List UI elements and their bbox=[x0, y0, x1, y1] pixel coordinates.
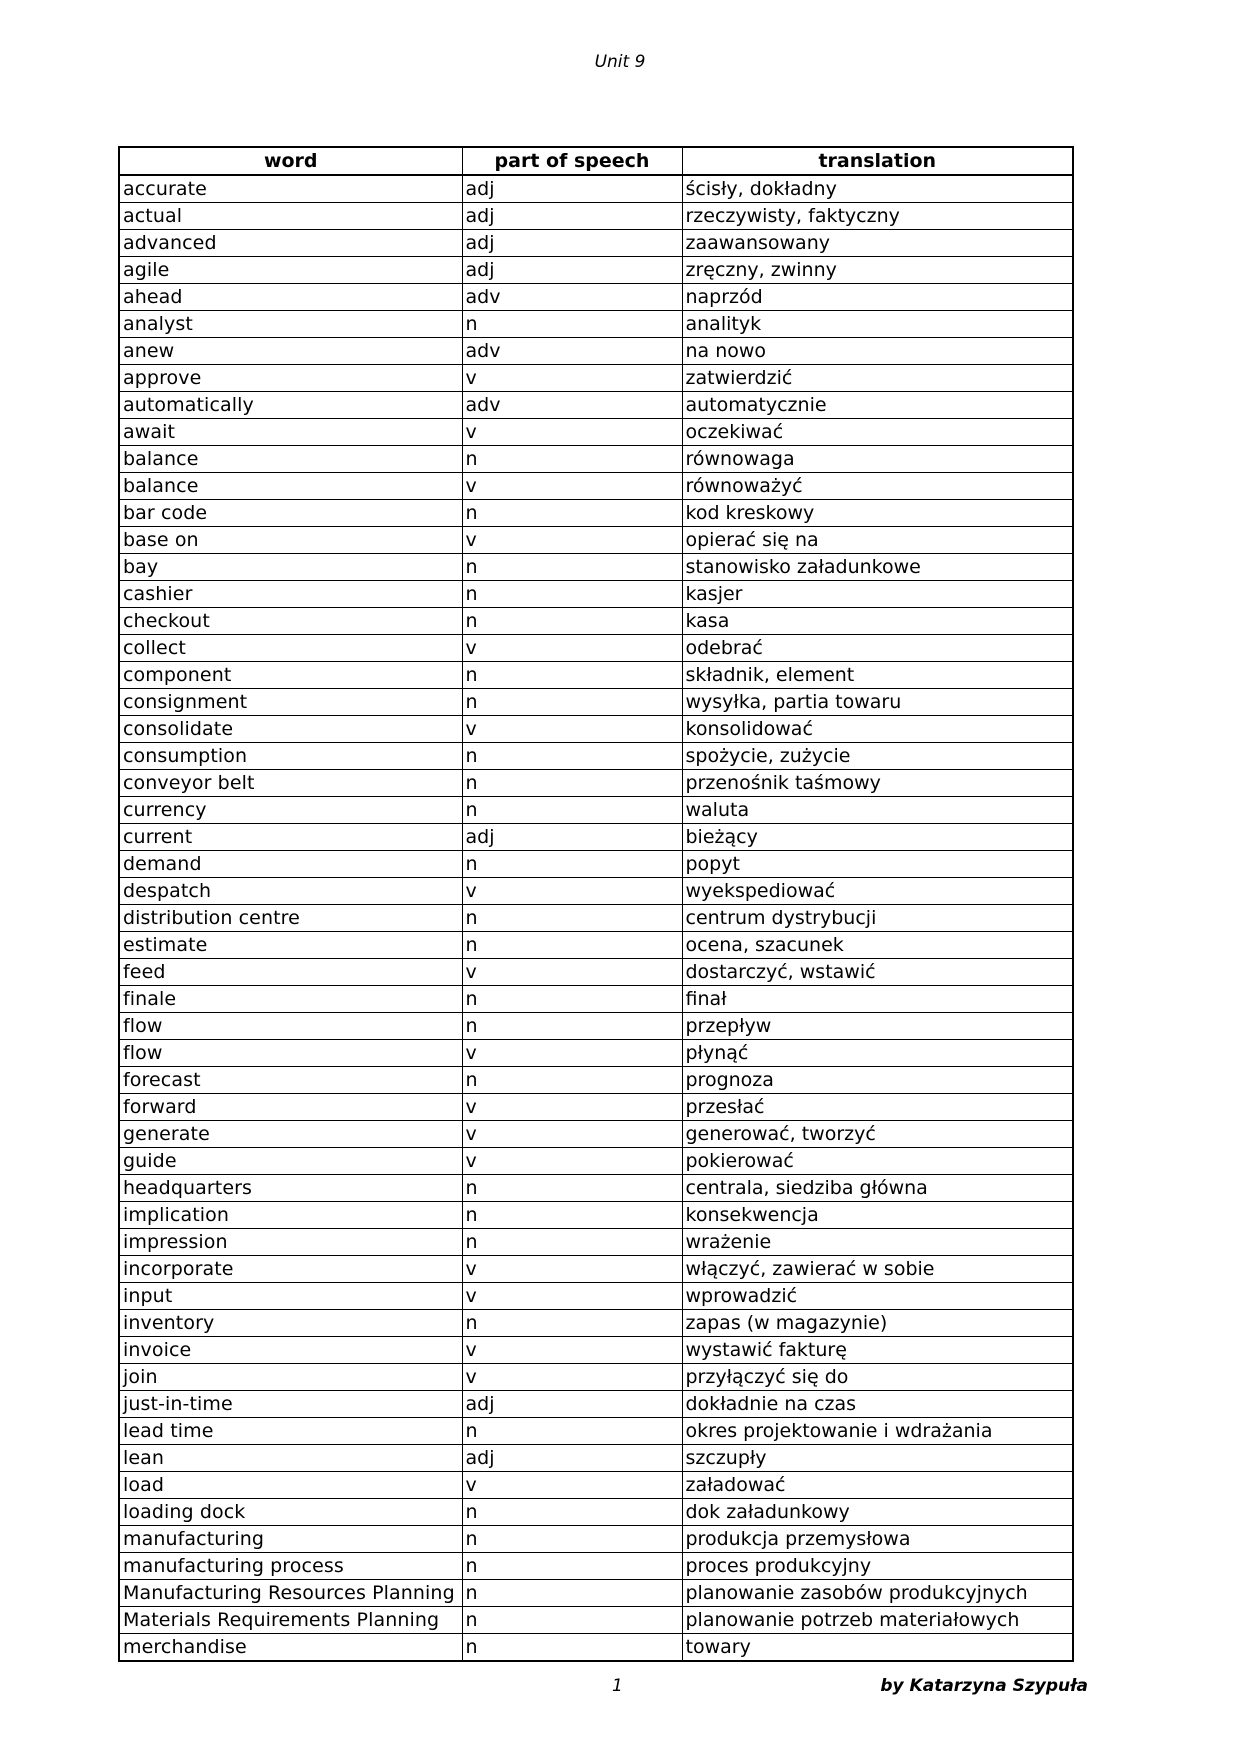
translation-cell: kasjer bbox=[682, 581, 1073, 608]
part-of-speech-cell: adj bbox=[462, 824, 682, 851]
word-cell: lead time bbox=[119, 1418, 462, 1445]
word-cell: analyst bbox=[119, 311, 462, 338]
translation-cell: planowanie zasobów produkcyjnych bbox=[682, 1580, 1073, 1607]
translation-cell: stanowisko załadunkowe bbox=[682, 554, 1073, 581]
word-cell: finale bbox=[119, 986, 462, 1013]
table-row bbox=[119, 1607, 1073, 1634]
table-row bbox=[119, 527, 1073, 554]
word-cell: impression bbox=[119, 1229, 462, 1256]
word-cell: bay bbox=[119, 554, 462, 581]
part-of-speech-cell: n bbox=[462, 1580, 682, 1607]
table-row bbox=[119, 257, 1073, 284]
part-of-speech-cell: n bbox=[462, 743, 682, 770]
column-header-part-of-speech: part of speech bbox=[462, 147, 682, 175]
table-row bbox=[119, 1094, 1073, 1121]
translation-cell: zręczny, zwinny bbox=[682, 257, 1073, 284]
part-of-speech-cell: n bbox=[462, 1499, 682, 1526]
part-of-speech-cell: v bbox=[462, 419, 682, 446]
word-cell: estimate bbox=[119, 932, 462, 959]
word-cell: consignment bbox=[119, 689, 462, 716]
author-credit: by Katarzyna Szypuła bbox=[880, 1676, 1088, 1696]
word-cell: manufacturing bbox=[119, 1526, 462, 1553]
word-cell: component bbox=[119, 662, 462, 689]
page-header: Unit 9 bbox=[594, 52, 646, 72]
translation-cell: spożycie, zużycie bbox=[682, 743, 1073, 770]
part-of-speech-cell: v bbox=[462, 1148, 682, 1175]
translation-cell: przyłączyć się do bbox=[682, 1364, 1073, 1391]
word-cell: guide bbox=[119, 1148, 462, 1175]
table-row bbox=[119, 175, 1073, 203]
table-row bbox=[119, 608, 1073, 635]
part-of-speech-cell: n bbox=[462, 689, 682, 716]
table-row bbox=[119, 716, 1073, 743]
word-cell: input bbox=[119, 1283, 462, 1310]
part-of-speech-cell: n bbox=[462, 1607, 682, 1634]
column-header-translation: translation bbox=[682, 147, 1073, 175]
translation-cell: równoważyć bbox=[682, 473, 1073, 500]
translation-cell: okres projektowanie i wdrażania bbox=[682, 1418, 1073, 1445]
part-of-speech-cell: adv bbox=[462, 338, 682, 365]
table-row bbox=[119, 419, 1073, 446]
translation-cell: konsolidować bbox=[682, 716, 1073, 743]
table-row bbox=[119, 932, 1073, 959]
translation-cell: szczupły bbox=[682, 1445, 1073, 1472]
part-of-speech-cell: n bbox=[462, 1310, 682, 1337]
part-of-speech-cell: adj bbox=[462, 257, 682, 284]
table-row bbox=[119, 743, 1073, 770]
table-row bbox=[119, 1499, 1073, 1526]
translation-cell: wprowadzić bbox=[682, 1283, 1073, 1310]
part-of-speech-cell: n bbox=[462, 932, 682, 959]
part-of-speech-cell: adj bbox=[462, 1391, 682, 1418]
part-of-speech-cell: n bbox=[462, 986, 682, 1013]
part-of-speech-cell: v bbox=[462, 1256, 682, 1283]
word-cell: advanced bbox=[119, 230, 462, 257]
word-cell: join bbox=[119, 1364, 462, 1391]
word-cell: base on bbox=[119, 527, 462, 554]
translation-cell: generować, tworzyć bbox=[682, 1121, 1073, 1148]
table-row bbox=[119, 635, 1073, 662]
vocabulary-table bbox=[118, 146, 1074, 1662]
part-of-speech-cell: n bbox=[462, 797, 682, 824]
part-of-speech-cell: n bbox=[462, 1175, 682, 1202]
part-of-speech-cell: n bbox=[462, 1067, 682, 1094]
word-cell: load bbox=[119, 1472, 462, 1499]
translation-cell: ścisły, dokładny bbox=[682, 175, 1073, 203]
translation-cell: dostarczyć, wstawić bbox=[682, 959, 1073, 986]
translation-cell: oczekiwać bbox=[682, 419, 1073, 446]
part-of-speech-cell: adj bbox=[462, 1445, 682, 1472]
part-of-speech-cell: adj bbox=[462, 230, 682, 257]
translation-cell: na nowo bbox=[682, 338, 1073, 365]
column-header-word: word bbox=[119, 147, 462, 175]
word-cell: distribution centre bbox=[119, 905, 462, 932]
translation-cell: załadować bbox=[682, 1472, 1073, 1499]
translation-cell: pokierować bbox=[682, 1148, 1073, 1175]
part-of-speech-cell: v bbox=[462, 1364, 682, 1391]
table-row bbox=[119, 1013, 1073, 1040]
word-cell: current bbox=[119, 824, 462, 851]
part-of-speech-cell: n bbox=[462, 581, 682, 608]
part-of-speech-cell: v bbox=[462, 473, 682, 500]
word-cell: flow bbox=[119, 1013, 462, 1040]
word-cell: forward bbox=[119, 1094, 462, 1121]
table-header bbox=[119, 147, 1073, 175]
part-of-speech-cell: n bbox=[462, 1229, 682, 1256]
table-row bbox=[119, 1553, 1073, 1580]
part-of-speech-cell: n bbox=[462, 1202, 682, 1229]
table-row bbox=[119, 689, 1073, 716]
translation-cell: płynąć bbox=[682, 1040, 1073, 1067]
table-row bbox=[119, 1445, 1073, 1472]
translation-cell: finał bbox=[682, 986, 1073, 1013]
word-cell: consumption bbox=[119, 743, 462, 770]
word-cell: balance bbox=[119, 473, 462, 500]
table-row bbox=[119, 1418, 1073, 1445]
translation-cell: centrum dystrybucji bbox=[682, 905, 1073, 932]
translation-cell: wyekspediować bbox=[682, 878, 1073, 905]
part-of-speech-cell: v bbox=[462, 1283, 682, 1310]
table-row bbox=[119, 365, 1073, 392]
word-cell: actual bbox=[119, 203, 462, 230]
table-row bbox=[119, 1148, 1073, 1175]
part-of-speech-cell: v bbox=[462, 716, 682, 743]
word-cell: merchandise bbox=[119, 1634, 462, 1662]
translation-cell: kasa bbox=[682, 608, 1073, 635]
word-cell: loading dock bbox=[119, 1499, 462, 1526]
part-of-speech-cell: v bbox=[462, 1121, 682, 1148]
table-row bbox=[119, 1256, 1073, 1283]
word-cell: collect bbox=[119, 635, 462, 662]
translation-cell: towary bbox=[682, 1634, 1073, 1662]
table-row bbox=[119, 1067, 1073, 1094]
table-row bbox=[119, 797, 1073, 824]
table-row bbox=[119, 203, 1073, 230]
table-row bbox=[119, 1337, 1073, 1364]
part-of-speech-cell: n bbox=[462, 311, 682, 338]
part-of-speech-cell: v bbox=[462, 959, 682, 986]
word-cell: feed bbox=[119, 959, 462, 986]
word-cell: consolidate bbox=[119, 716, 462, 743]
table-row bbox=[119, 1283, 1073, 1310]
table-row bbox=[119, 1472, 1073, 1499]
part-of-speech-cell: n bbox=[462, 770, 682, 797]
table-row bbox=[119, 905, 1073, 932]
table-row bbox=[119, 1040, 1073, 1067]
word-cell: manufacturing process bbox=[119, 1553, 462, 1580]
table-row bbox=[119, 1391, 1073, 1418]
part-of-speech-cell: n bbox=[462, 905, 682, 932]
word-cell: checkout bbox=[119, 608, 462, 635]
word-cell: incorporate bbox=[119, 1256, 462, 1283]
table-row bbox=[119, 662, 1073, 689]
part-of-speech-cell: adv bbox=[462, 284, 682, 311]
part-of-speech-cell: n bbox=[462, 1418, 682, 1445]
word-cell: accurate bbox=[119, 175, 462, 203]
translation-cell: zaawansowany bbox=[682, 230, 1073, 257]
table-row bbox=[119, 500, 1073, 527]
translation-cell: wysyłka, partia towaru bbox=[682, 689, 1073, 716]
word-cell: Manufacturing Resources Planning bbox=[119, 1580, 462, 1607]
part-of-speech-cell: n bbox=[462, 500, 682, 527]
word-cell: bar code bbox=[119, 500, 462, 527]
part-of-speech-cell: n bbox=[462, 851, 682, 878]
table-row bbox=[119, 824, 1073, 851]
part-of-speech-cell: n bbox=[462, 662, 682, 689]
header-row bbox=[119, 147, 1073, 175]
translation-cell: rzeczywisty, faktyczny bbox=[682, 203, 1073, 230]
translation-cell: wrażenie bbox=[682, 1229, 1073, 1256]
part-of-speech-cell: v bbox=[462, 1094, 682, 1121]
translation-cell: prognoza bbox=[682, 1067, 1073, 1094]
translation-cell: dok załadunkowy bbox=[682, 1499, 1073, 1526]
table-row bbox=[119, 554, 1073, 581]
word-cell: headquarters bbox=[119, 1175, 462, 1202]
word-cell: ahead bbox=[119, 284, 462, 311]
table-row bbox=[119, 770, 1073, 797]
part-of-speech-cell: v bbox=[462, 635, 682, 662]
part-of-speech-cell: v bbox=[462, 1040, 682, 1067]
word-cell: generate bbox=[119, 1121, 462, 1148]
table-row bbox=[119, 581, 1073, 608]
part-of-speech-cell: n bbox=[462, 554, 682, 581]
word-cell: agile bbox=[119, 257, 462, 284]
page-number: 1 bbox=[612, 1676, 623, 1696]
table-row bbox=[119, 851, 1073, 878]
table-row bbox=[119, 284, 1073, 311]
table-row bbox=[119, 1202, 1073, 1229]
part-of-speech-cell: v bbox=[462, 365, 682, 392]
table-row bbox=[119, 1580, 1073, 1607]
word-cell: balance bbox=[119, 446, 462, 473]
translation-cell: składnik, element bbox=[682, 662, 1073, 689]
word-cell: await bbox=[119, 419, 462, 446]
translation-cell: równowaga bbox=[682, 446, 1073, 473]
table-row bbox=[119, 1175, 1073, 1202]
table-row bbox=[119, 311, 1073, 338]
translation-cell: zatwierdzić bbox=[682, 365, 1073, 392]
translation-cell: bieżący bbox=[682, 824, 1073, 851]
word-cell: anew bbox=[119, 338, 462, 365]
translation-cell: wystawić fakturę bbox=[682, 1337, 1073, 1364]
word-cell: lean bbox=[119, 1445, 462, 1472]
word-cell: Materials Requirements Planning bbox=[119, 1607, 462, 1634]
translation-cell: planowanie potrzeb materiałowych bbox=[682, 1607, 1073, 1634]
part-of-speech-cell: v bbox=[462, 527, 682, 554]
table-row bbox=[119, 1121, 1073, 1148]
table-body bbox=[119, 175, 1073, 1661]
word-cell: inventory bbox=[119, 1310, 462, 1337]
part-of-speech-cell: adv bbox=[462, 392, 682, 419]
table-row bbox=[119, 1634, 1073, 1662]
table-row bbox=[119, 986, 1073, 1013]
translation-cell: przepływ bbox=[682, 1013, 1073, 1040]
part-of-speech-cell: n bbox=[462, 1634, 682, 1662]
word-cell: despatch bbox=[119, 878, 462, 905]
table-row bbox=[119, 1526, 1073, 1553]
translation-cell: opierać się na bbox=[682, 527, 1073, 554]
part-of-speech-cell: n bbox=[462, 1013, 682, 1040]
word-cell: implication bbox=[119, 1202, 462, 1229]
table-row bbox=[119, 1229, 1073, 1256]
translation-cell: naprzód bbox=[682, 284, 1073, 311]
translation-cell: analityk bbox=[682, 311, 1073, 338]
table-row bbox=[119, 959, 1073, 986]
table-row bbox=[119, 230, 1073, 257]
translation-cell: produkcja przemysłowa bbox=[682, 1526, 1073, 1553]
translation-cell: odebrać bbox=[682, 635, 1073, 662]
translation-cell: automatycznie bbox=[682, 392, 1073, 419]
word-cell: invoice bbox=[119, 1337, 462, 1364]
part-of-speech-cell: v bbox=[462, 1337, 682, 1364]
word-cell: approve bbox=[119, 365, 462, 392]
part-of-speech-cell: n bbox=[462, 1526, 682, 1553]
translation-cell: zapas (w magazynie) bbox=[682, 1310, 1073, 1337]
translation-cell: waluta bbox=[682, 797, 1073, 824]
part-of-speech-cell: n bbox=[462, 446, 682, 473]
table-row bbox=[119, 1364, 1073, 1391]
translation-cell: przesłać bbox=[682, 1094, 1073, 1121]
word-cell: forecast bbox=[119, 1067, 462, 1094]
part-of-speech-cell: adj bbox=[462, 203, 682, 230]
table-row bbox=[119, 446, 1073, 473]
word-cell: currency bbox=[119, 797, 462, 824]
word-cell: conveyor belt bbox=[119, 770, 462, 797]
table-row bbox=[119, 392, 1073, 419]
part-of-speech-cell: n bbox=[462, 608, 682, 635]
word-cell: demand bbox=[119, 851, 462, 878]
translation-cell: proces produkcyjny bbox=[682, 1553, 1073, 1580]
table-row bbox=[119, 1310, 1073, 1337]
translation-cell: ocena, szacunek bbox=[682, 932, 1073, 959]
part-of-speech-cell: n bbox=[462, 1553, 682, 1580]
word-cell: automatically bbox=[119, 392, 462, 419]
translation-cell: kod kreskowy bbox=[682, 500, 1073, 527]
translation-cell: dokładnie na czas bbox=[682, 1391, 1073, 1418]
translation-cell: popyt bbox=[682, 851, 1073, 878]
word-cell: flow bbox=[119, 1040, 462, 1067]
table-row bbox=[119, 473, 1073, 500]
word-cell: cashier bbox=[119, 581, 462, 608]
part-of-speech-cell: adj bbox=[462, 175, 682, 203]
part-of-speech-cell: v bbox=[462, 878, 682, 905]
translation-cell: przenośnik taśmowy bbox=[682, 770, 1073, 797]
part-of-speech-cell: v bbox=[462, 1472, 682, 1499]
translation-cell: włączyć, zawierać w sobie bbox=[682, 1256, 1073, 1283]
word-cell: just-in-time bbox=[119, 1391, 462, 1418]
table-row bbox=[119, 338, 1073, 365]
translation-cell: centrala, siedziba główna bbox=[682, 1175, 1073, 1202]
table-row bbox=[119, 878, 1073, 905]
translation-cell: konsekwencja bbox=[682, 1202, 1073, 1229]
